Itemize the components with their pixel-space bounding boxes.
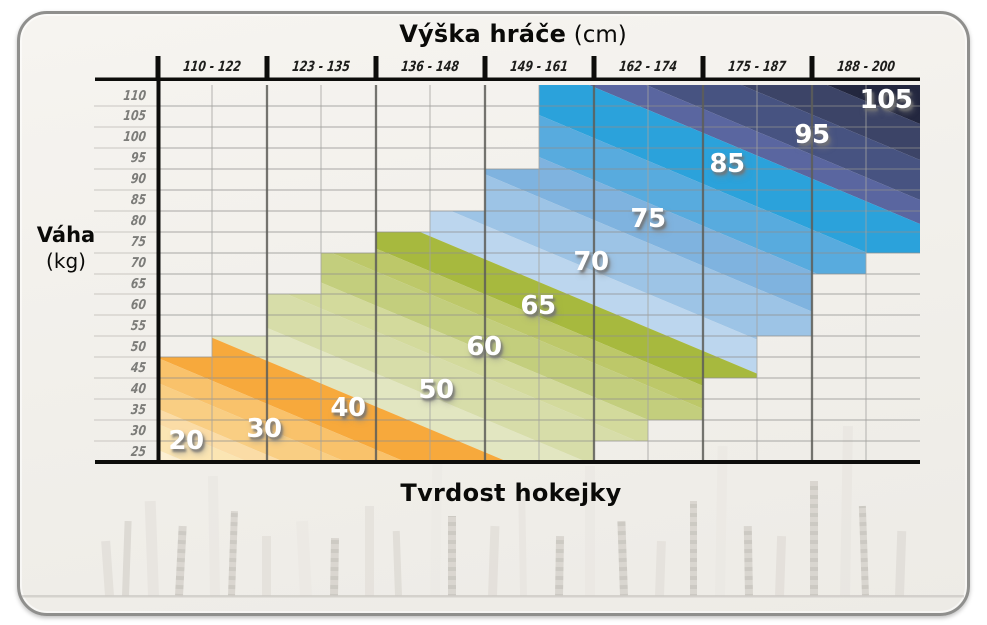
band-label-40: 40	[330, 393, 366, 423]
band-label-95: 95	[794, 120, 830, 150]
band-label-30: 30	[246, 414, 282, 444]
band-label-50: 50	[418, 375, 454, 405]
row-label-50: 50	[130, 339, 147, 355]
col-header-6: 188 - 200	[836, 59, 896, 75]
row-label-25: 25	[130, 444, 147, 460]
row-label-60: 60	[130, 297, 147, 313]
row-label-95: 95	[130, 150, 147, 166]
band-label-75: 75	[630, 204, 666, 234]
col-header-5: 175 - 187	[727, 59, 787, 75]
row-label-40: 40	[130, 381, 147, 397]
band-label-85: 85	[709, 149, 745, 179]
row-label-80: 80	[130, 213, 147, 229]
row-label-100: 100	[122, 129, 147, 145]
row-label-90: 90	[130, 171, 147, 187]
col-header-0: 110 - 122	[182, 59, 242, 75]
chart-title-text: Výška hráče	[399, 20, 567, 48]
y-axis-unit: (kg)	[46, 249, 86, 273]
y-axis-label: Váha	[36, 223, 96, 247]
row-label-75: 75	[130, 234, 147, 250]
value-axis-label: Tvrdost hokejky	[400, 479, 622, 507]
col-header-3: 149 - 161	[509, 59, 569, 75]
row-label-70: 70	[130, 255, 147, 271]
col-header-1: 123 - 135	[291, 59, 351, 75]
row-label-110: 110	[122, 88, 147, 104]
row-label-65: 65	[130, 276, 147, 292]
row-label-45: 45	[130, 360, 147, 376]
band-label-20: 20	[168, 426, 204, 456]
band-label-65: 65	[520, 291, 556, 321]
chart-title-unit: (cm)	[573, 22, 627, 48]
col-header-4: 162 - 174	[618, 59, 678, 75]
band-label-105: 105	[859, 85, 913, 115]
row-label-105: 105	[122, 108, 147, 124]
col-header-2: 136 - 148	[400, 59, 460, 75]
chart-title	[399, 20, 626, 48]
band-label-70: 70	[573, 247, 609, 277]
row-label-85: 85	[130, 192, 147, 208]
band-label-60: 60	[466, 332, 502, 362]
row-label-55: 55	[130, 318, 147, 334]
row-label-35: 35	[130, 402, 147, 418]
row-label-30: 30	[130, 423, 147, 439]
